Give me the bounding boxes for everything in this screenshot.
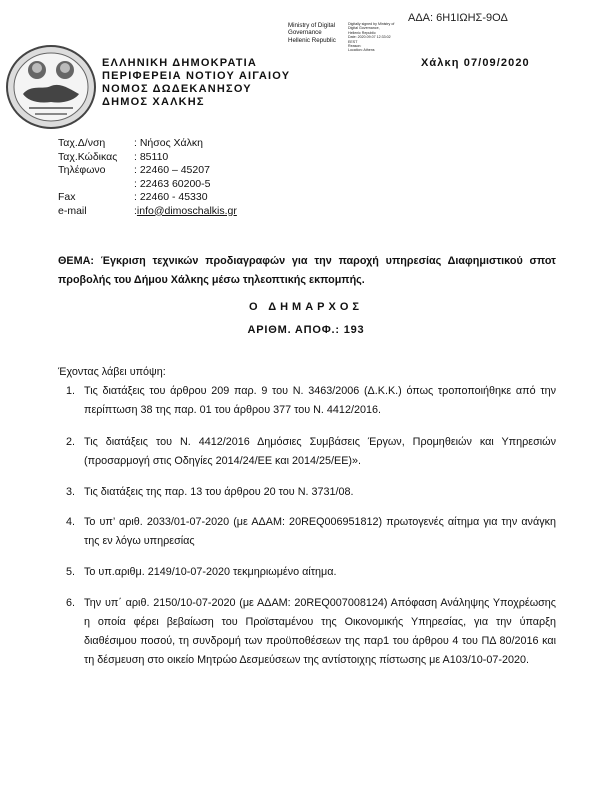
- contact-row: Τηλέφωνο : 22460 – 45207: [58, 164, 210, 176]
- list-item: 4. Το υπ’ αριθ. 2033/01-07-2020 (με ΑΔΑΜ: 20REQ006951812) πρωτογενές αίτημα για την ανάγκη της εν λόγω υπηρεσίας: [66, 516, 556, 547]
- digital-signature-block: [288, 22, 412, 56]
- mayor-title: Ο ΔΗΜΑΡΧΟΣ: [249, 301, 363, 313]
- ada-code: ΑΔΑ: 6Η1ΙΩΗΣ-9ΟΔ: [408, 12, 508, 24]
- intro-text: Έχοντας λάβει υπόψη:: [58, 366, 166, 378]
- contact-details: [58, 137, 237, 218]
- list-item: 3. Τις διατάξεις της παρ. 13 του άρθρου 20 του Ν. 3731/08.: [66, 486, 354, 498]
- municipality-seal: [5, 44, 97, 130]
- organization-header: ΕΛΛΗΝΙΚΗ ΔΗΜΟΚΡΑΤΙΑ ΠΕΡΙΦΕΡΕΙΑ ΝΟΤΙΟΥ ΑΙΓΑΙΟΥ ΝΟΜΟΣ ΔΩΔΕΚΑΝΗΣΟΥ ΔΗΜΟΣ ΧΑΛΚΗΣ: [102, 57, 291, 108]
- decision-number: ΑΡΙΘΜ. ΑΠΟΦ.: 193: [247, 324, 365, 336]
- signature-issuer: Ministry of Digital Governance Hellenic Republic: [288, 22, 336, 44]
- subject-line: ΘΕΜΑ: Έγκριση τεχνικών προδιαγραφών για την παροχή υπηρεσίας Διαφημιστικού σποτ προβολής του Δήμου Χάλκης μέσω τηλεοπτικής εκπομπής.: [58, 255, 556, 286]
- contact-row: Fax : 22460 - 45330: [58, 191, 208, 203]
- contact-row: Ταχ.Δ/νση : Νήσος Χάλκη: [58, 137, 203, 149]
- list-item: 2. Τις διατάξεις του Ν. 4412/2016 Δημόσιες Συμβάσεις Έργων, Προμηθειών και Υπηρεσιών (προσαρμογή στις Οδηγίες 2014/24/ΕΕ και 2014/25/ΕΕ)».: [66, 436, 556, 467]
- contact-row: Ταχ.Κώδικας : 85110: [58, 150, 169, 163]
- signature-details: Digitally signed by Ministry of Digital Governance, Hellenic Republic Date: 2020.09.07 12:33:02 EEST Reason: Location: Athens: [348, 22, 395, 53]
- list-item: 6. Την υπ΄ αριθ. 2150/10-07-2020 (με ΑΔΑΜ: 20REQ007008124) Απόφαση Ανάληψης Υποχρέωσης η οποία φέρει βεβαίωση του Προϊσταμένου της Οικονομικής Υπηρεσίας, για την ύπαρξη διαθέσιμου ποσού, τη συνδρομή των προϋποθέσεων της παρ1 του άρθρου 4 του ΠΔ 80/2016 και τη δέσμευση στο οικείο Μητρώο Δεσμεύσεων της αντίστοιχης πίστωσης με Α103/10-07-2020.: [66, 597, 556, 666]
- contact-row: : 22463 60200-5: [134, 177, 211, 190]
- document-date: Χάλκη 07/09/2020: [421, 57, 530, 69]
- list-item: 1. Τις διατάξεις του άρθρου 209 παρ. 9 του Ν. 3463/2006 (Δ.Κ.Κ.) όπως τροποποιήθηκε από την περίπτωση 38 της παρ. 01 του άρθρου 377 του Ν. 4412/2016.: [66, 385, 556, 416]
- contact-row-email: e-mail : info@dimoschalkis.gr: [58, 204, 237, 217]
- list-item: 5. Το υπ.αριθμ. 2149/10-07-2020 τεκμηριωμένο αίτημα.: [66, 566, 337, 578]
- email-link[interactable]: info@dimoschalkis.gr: [136, 204, 237, 217]
